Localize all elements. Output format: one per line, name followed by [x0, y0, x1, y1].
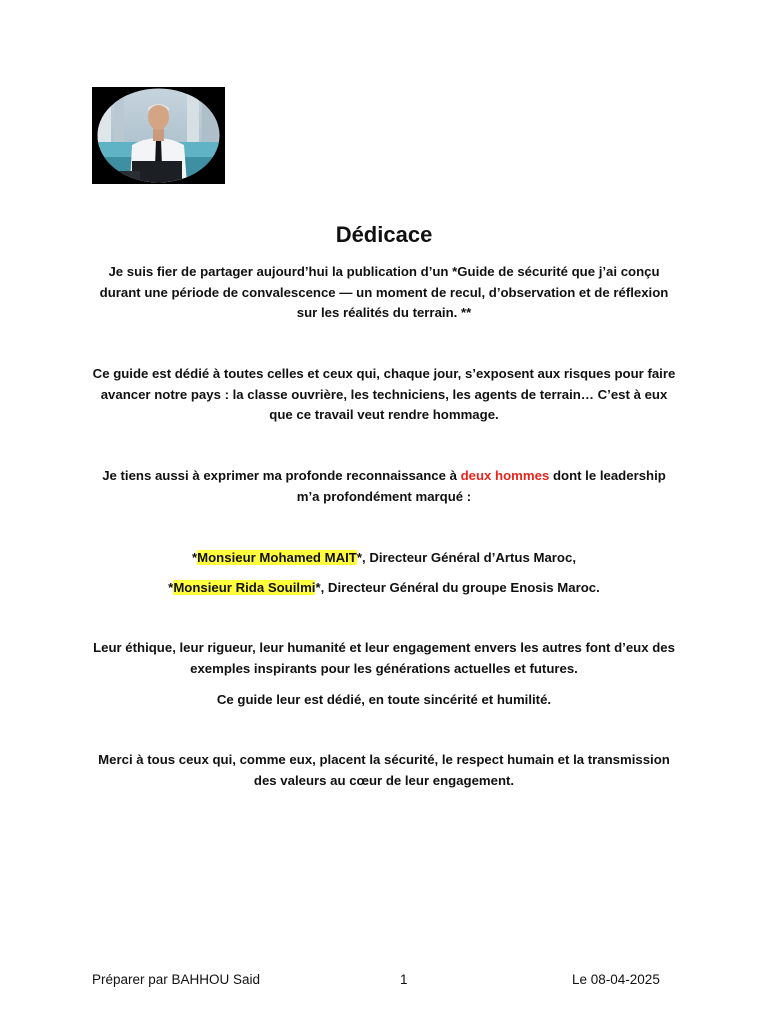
gratitude-text-start: Je tiens aussi à exprimer ma profonde reconnaissance à [102, 468, 461, 483]
author-portrait-photo [92, 87, 225, 184]
highlighted-two-men: deux hommes [460, 468, 550, 483]
page-title: Dédicace [335, 222, 433, 247]
footer-page-number: 1 [400, 972, 408, 987]
honoree-title-2: *, Directeur Général du groupe Enosis Maroc. [315, 580, 600, 595]
closing-thanks-paragraph: Merci à tous ceux qui, comme eux, placent la sécurité, le respect humain et la transmission des valeurs au cœur de leur engagement. [98, 752, 670, 788]
footer-author: Préparer par BAHHOU Said [92, 972, 261, 987]
honoree-prefix: * [168, 580, 174, 595]
values-paragraph: Leur éthique, leur rigueur, leur humanité et leur engagement envers les autres font d’eux des exemples inspirants pour les générations actuelles et futures. [93, 640, 675, 676]
dedication-statement: Ce guide leur est dédié, en toute sincérité et humilité. [216, 692, 552, 707]
honoree-name-2: Monsieur Rida Souilmi [173, 580, 316, 595]
honoree-prefix: * [192, 550, 198, 565]
honoree-line-1 [92, 548, 676, 569]
intro-paragraph: Je suis fier de partager aujourd’hui la publication d’un *Guide de sécurité que j’ai conçu durant une période de convalescence — un moment de recul, d’observation et de réflexion sur les réalités du terrain. ** [99, 264, 669, 321]
gratitude-text-end: dont le leadership m’a profondément marqué : [296, 468, 666, 504]
honoree-line-2 [92, 578, 676, 599]
honoree-name-1: Monsieur Mohamed MAIT [197, 550, 357, 565]
gratitude-paragraph [92, 466, 676, 507]
dedication-paragraph: Ce guide est dédié à toutes celles et ceux qui, chaque jour, s’exposent aux risques pour faire avancer notre pays : la classe ouvrière, les techniciens, les agents de terrain… C’est à eux que ce travail veut rendre hommage. [92, 366, 676, 423]
honoree-title-1: *, Directeur Général d’Artus Maroc, [356, 550, 576, 565]
footer-date: Le 08-04-2025 [572, 972, 660, 987]
